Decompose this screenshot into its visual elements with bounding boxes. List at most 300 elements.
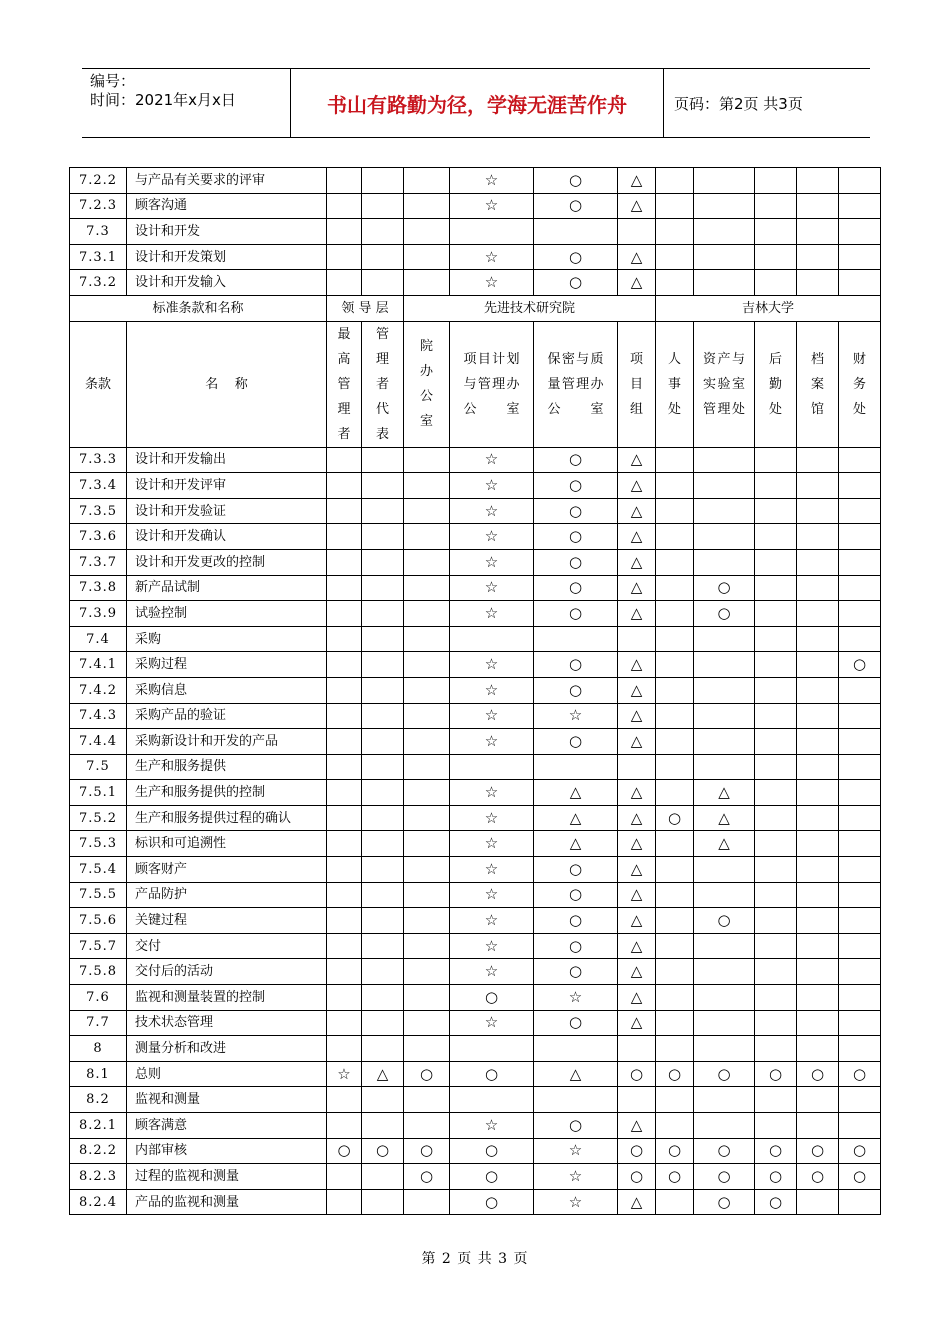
responsibility-mark — [839, 1036, 881, 1062]
responsibility-mark — [362, 1113, 404, 1139]
responsibility-mark: ○ — [534, 168, 618, 194]
clause-name: 监视和测量 — [127, 1087, 327, 1113]
clause-name: 顾客满意 — [127, 1113, 327, 1139]
responsibility-mark — [694, 1010, 755, 1036]
responsibility-mark: ○ — [450, 1189, 534, 1215]
responsibility-mark — [362, 805, 404, 831]
responsibility-mark: ○ — [534, 882, 618, 908]
responsibility-mark — [694, 244, 755, 270]
responsibility-mark — [404, 626, 450, 652]
responsibility-mark: ☆ — [450, 677, 534, 703]
responsibility-mark: △ — [618, 959, 656, 985]
responsibility-mark — [618, 1087, 656, 1113]
responsibility-mark — [327, 549, 362, 575]
responsibility-mark: △ — [618, 1189, 656, 1215]
responsibility-mark — [656, 831, 694, 857]
responsibility-mark — [755, 498, 797, 524]
responsibility-mark — [656, 601, 694, 627]
table-row — [70, 549, 881, 575]
responsibility-mark — [755, 805, 797, 831]
responsibility-mark — [404, 601, 450, 627]
responsibility-mark — [755, 270, 797, 296]
responsibility-mark — [694, 1113, 755, 1139]
clause-code: 7.3.3 — [70, 447, 127, 473]
responsibility-mark — [362, 219, 404, 245]
clause-name: 设计和开发输出 — [127, 447, 327, 473]
responsibility-mark — [839, 447, 881, 473]
responsibility-mark — [694, 754, 755, 780]
responsibility-mark — [755, 447, 797, 473]
responsibility-mark — [839, 626, 881, 652]
responsibility-mark: ○ — [450, 1061, 534, 1087]
table-row — [70, 601, 881, 627]
responsibility-mark — [656, 652, 694, 678]
clause-code: 7.5.6 — [70, 908, 127, 934]
responsibility-mark — [839, 1087, 881, 1113]
responsibility-mark — [362, 729, 404, 755]
responsibility-mark: ○ — [534, 857, 618, 883]
clause-name: 设计和开发评审 — [127, 473, 327, 499]
responsibility-mark — [404, 959, 450, 985]
table-row — [70, 1113, 881, 1139]
responsibility-mark: ○ — [618, 1061, 656, 1087]
responsibility-mark — [450, 626, 534, 652]
clause-code: 7.5.5 — [70, 882, 127, 908]
responsibility-mark: ☆ — [450, 498, 534, 524]
responsibility-mark — [404, 805, 450, 831]
responsibility-mark — [797, 1036, 839, 1062]
responsibility-mark: ☆ — [450, 805, 534, 831]
table-row — [70, 1036, 881, 1062]
responsibility-mark — [362, 1164, 404, 1190]
responsibility-mark: ○ — [404, 1164, 450, 1190]
table-row — [70, 959, 881, 985]
responsibility-mark — [755, 1087, 797, 1113]
responsibility-mark: ○ — [534, 933, 618, 959]
responsibility-mark: ○ — [656, 1138, 694, 1164]
header-meta — [82, 69, 291, 137]
responsibility-mark — [327, 908, 362, 934]
responsibility-mark — [327, 754, 362, 780]
col-header-institute-office: 院办公室 — [404, 321, 450, 447]
responsibility-mark — [450, 1036, 534, 1062]
responsibility-mark — [694, 168, 755, 194]
responsibility-mark: ○ — [534, 575, 618, 601]
header-page-label: 页码：第2页 共3页 — [674, 94, 803, 113]
clause-code: 7.5.3 — [70, 831, 127, 857]
responsibility-mark — [755, 933, 797, 959]
responsibility-mark — [656, 244, 694, 270]
responsibility-mark — [327, 729, 362, 755]
responsibility-mark: ☆ — [534, 1138, 618, 1164]
responsibility-mark — [534, 1036, 618, 1062]
responsibility-mark — [656, 908, 694, 934]
responsibility-mark: △ — [618, 908, 656, 934]
col-header-logistics: 后勤处 — [755, 321, 797, 447]
responsibility-mark: ○ — [839, 652, 881, 678]
responsibility-mark: △ — [618, 805, 656, 831]
responsibility-mark — [694, 193, 755, 219]
responsibility-mark: △ — [618, 575, 656, 601]
responsibility-mark — [797, 1189, 839, 1215]
group-header-row — [70, 295, 881, 321]
responsibility-mark — [327, 857, 362, 883]
responsibility-mark — [839, 805, 881, 831]
responsibility-mark — [755, 831, 797, 857]
responsibility-mark — [327, 168, 362, 194]
responsibility-mark — [450, 1087, 534, 1113]
responsibility-mark — [656, 270, 694, 296]
clause-code: 7.3.1 — [70, 244, 127, 270]
clause-name: 生产和服务提供过程的确认 — [127, 805, 327, 831]
responsibility-mark — [755, 908, 797, 934]
clause-name: 交付 — [127, 933, 327, 959]
responsibility-mark — [694, 549, 755, 575]
responsibility-mark: △ — [618, 652, 656, 678]
responsibility-mark — [327, 933, 362, 959]
responsibility-mark — [755, 754, 797, 780]
responsibility-mark — [694, 1036, 755, 1062]
responsibility-mark — [362, 626, 404, 652]
responsibility-mark — [656, 933, 694, 959]
responsibility-mark: ☆ — [450, 473, 534, 499]
clause-code: 7.3.9 — [70, 601, 127, 627]
clause-name: 设计和开发验证 — [127, 498, 327, 524]
responsibility-mark — [404, 652, 450, 678]
responsibility-mark — [797, 219, 839, 245]
clause-code: 7.4.4 — [70, 729, 127, 755]
responsibility-mark: ○ — [656, 1164, 694, 1190]
responsibility-mark — [362, 524, 404, 550]
responsibility-mark: △ — [618, 933, 656, 959]
responsibility-mark — [362, 270, 404, 296]
responsibility-mark — [797, 703, 839, 729]
responsibility-mark — [404, 1036, 450, 1062]
table-row — [70, 626, 881, 652]
responsibility-mark: ☆ — [450, 1113, 534, 1139]
responsibility-mark — [327, 524, 362, 550]
responsibility-mark — [694, 882, 755, 908]
responsibility-mark — [450, 219, 534, 245]
clause-code: 7.5.2 — [70, 805, 127, 831]
responsibility-mark — [656, 754, 694, 780]
responsibility-mark: ○ — [534, 959, 618, 985]
responsibility-mark — [404, 780, 450, 806]
clause-name: 生产和服务提供的控制 — [127, 780, 327, 806]
responsibility-mark: △ — [618, 168, 656, 194]
responsibility-mark — [404, 857, 450, 883]
responsibility-mark: ○ — [839, 1164, 881, 1190]
responsibility-mark — [362, 601, 404, 627]
responsibility-mark — [839, 933, 881, 959]
responsibility-mark — [839, 1113, 881, 1139]
responsibility-mark: ○ — [618, 1138, 656, 1164]
responsibility-mark: △ — [618, 703, 656, 729]
clause-code: 7.5.1 — [70, 780, 127, 806]
responsibility-mark — [656, 677, 694, 703]
responsibility-mark — [404, 882, 450, 908]
responsibility-mark — [839, 168, 881, 194]
responsibility-mark — [618, 626, 656, 652]
responsibility-mark — [362, 652, 404, 678]
responsibility-mark — [404, 168, 450, 194]
table-row — [70, 1010, 881, 1036]
responsibility-mark — [404, 933, 450, 959]
responsibility-mark — [656, 524, 694, 550]
responsibility-mark — [656, 882, 694, 908]
responsibility-mark — [755, 1036, 797, 1062]
col-header-archives: 档案馆 — [797, 321, 839, 447]
clause-name: 与产品有关要求的评审 — [127, 168, 327, 194]
responsibility-mark — [404, 549, 450, 575]
col-header-project-office: 项目计划与管理办公室 — [450, 321, 534, 447]
responsibility-mark — [797, 575, 839, 601]
responsibility-mark: △ — [534, 1061, 618, 1087]
responsibility-mark — [839, 601, 881, 627]
responsibility-mark — [755, 193, 797, 219]
responsibility-mark — [694, 959, 755, 985]
responsibility-mark — [797, 447, 839, 473]
responsibility-mark — [618, 219, 656, 245]
table-row — [70, 270, 881, 296]
responsibility-mark — [755, 959, 797, 985]
responsibility-mark — [755, 1010, 797, 1036]
clause-name: 设计和开发确认 — [127, 524, 327, 550]
clause-code: 7.6 — [70, 985, 127, 1011]
responsibility-matrix-table — [69, 167, 881, 1215]
responsibility-mark — [327, 1164, 362, 1190]
table-row — [70, 1138, 881, 1164]
table-row — [70, 244, 881, 270]
table-row — [70, 908, 881, 934]
responsibility-mark — [404, 831, 450, 857]
responsibility-mark — [755, 168, 797, 194]
responsibility-mark — [404, 1087, 450, 1113]
responsibility-mark — [797, 780, 839, 806]
responsibility-mark: ○ — [694, 1138, 755, 1164]
responsibility-mark — [362, 908, 404, 934]
responsibility-mark: △ — [618, 447, 656, 473]
responsibility-mark — [618, 1036, 656, 1062]
table-row — [70, 473, 881, 499]
responsibility-mark: ☆ — [534, 1189, 618, 1215]
clause-name: 关键过程 — [127, 908, 327, 934]
clause-name: 顾客财产 — [127, 857, 327, 883]
responsibility-mark — [797, 882, 839, 908]
responsibility-mark — [362, 831, 404, 857]
responsibility-mark — [656, 1113, 694, 1139]
responsibility-mark: ○ — [404, 1138, 450, 1164]
table-row — [70, 933, 881, 959]
responsibility-mark — [797, 244, 839, 270]
responsibility-mark — [404, 1010, 450, 1036]
responsibility-mark — [839, 498, 881, 524]
clause-name: 监视和测量装置的控制 — [127, 985, 327, 1011]
responsibility-mark: ○ — [327, 1138, 362, 1164]
responsibility-mark — [755, 857, 797, 883]
responsibility-mark — [797, 652, 839, 678]
responsibility-mark — [327, 1113, 362, 1139]
clause-code: 7.2.2 — [70, 168, 127, 194]
date-label: 时间：2021年x月x日 — [90, 91, 236, 109]
responsibility-mark: ○ — [694, 1189, 755, 1215]
clause-name: 设计和开发更改的控制 — [127, 549, 327, 575]
responsibility-mark — [755, 549, 797, 575]
responsibility-mark — [797, 857, 839, 883]
responsibility-mark — [694, 677, 755, 703]
responsibility-mark: ○ — [534, 473, 618, 499]
responsibility-mark: ○ — [755, 1061, 797, 1087]
responsibility-mark — [656, 1189, 694, 1215]
responsibility-mark: ○ — [839, 1138, 881, 1164]
clause-name: 设计和开发 — [127, 219, 327, 245]
responsibility-mark — [694, 626, 755, 652]
responsibility-mark: ☆ — [534, 703, 618, 729]
responsibility-mark: ○ — [534, 447, 618, 473]
clause-name: 设计和开发输入 — [127, 270, 327, 296]
responsibility-mark — [327, 498, 362, 524]
table-row — [70, 498, 881, 524]
clause-code: 7.3.2 — [70, 270, 127, 296]
responsibility-mark — [839, 780, 881, 806]
clause-code: 7.3.7 — [70, 549, 127, 575]
responsibility-mark — [797, 193, 839, 219]
responsibility-mark — [755, 729, 797, 755]
responsibility-mark — [656, 168, 694, 194]
responsibility-mark: △ — [362, 1061, 404, 1087]
responsibility-mark — [755, 652, 797, 678]
responsibility-mark — [362, 168, 404, 194]
group-header-university: 吉林大学 — [656, 295, 881, 321]
responsibility-mark: △ — [534, 805, 618, 831]
table-row — [70, 677, 881, 703]
table-row — [70, 1164, 881, 1190]
responsibility-mark: ○ — [534, 729, 618, 755]
responsibility-mark — [327, 1087, 362, 1113]
responsibility-mark — [755, 575, 797, 601]
responsibility-mark — [755, 1113, 797, 1139]
responsibility-mark: ○ — [534, 244, 618, 270]
responsibility-mark: △ — [694, 831, 755, 857]
responsibility-mark — [656, 729, 694, 755]
responsibility-mark — [797, 601, 839, 627]
responsibility-mark — [327, 244, 362, 270]
responsibility-mark — [656, 447, 694, 473]
column-header-row — [70, 321, 881, 447]
responsibility-mark — [797, 549, 839, 575]
responsibility-mark: △ — [618, 1010, 656, 1036]
responsibility-mark — [327, 1036, 362, 1062]
responsibility-mark — [694, 1087, 755, 1113]
responsibility-mark: ○ — [534, 908, 618, 934]
responsibility-mark — [362, 447, 404, 473]
clause-name: 采购过程 — [127, 652, 327, 678]
clause-name: 过程的监视和测量 — [127, 1164, 327, 1190]
responsibility-mark: △ — [618, 729, 656, 755]
responsibility-mark — [797, 933, 839, 959]
responsibility-mark — [404, 270, 450, 296]
responsibility-mark — [755, 219, 797, 245]
responsibility-mark — [755, 626, 797, 652]
responsibility-mark — [694, 270, 755, 296]
responsibility-mark: ☆ — [450, 703, 534, 729]
responsibility-mark — [839, 677, 881, 703]
clause-name: 顾客沟通 — [127, 193, 327, 219]
responsibility-mark: ○ — [797, 1138, 839, 1164]
responsibility-mark — [327, 831, 362, 857]
responsibility-mark — [362, 1087, 404, 1113]
table-row — [70, 857, 881, 883]
responsibility-mark: △ — [618, 473, 656, 499]
responsibility-mark — [362, 857, 404, 883]
clause-code: 7.4 — [70, 626, 127, 652]
responsibility-mark — [327, 882, 362, 908]
clause-code: 7.5 — [70, 754, 127, 780]
clause-code: 7.5.4 — [70, 857, 127, 883]
table-row — [70, 524, 881, 550]
responsibility-mark — [327, 473, 362, 499]
responsibility-mark: ○ — [839, 1061, 881, 1087]
responsibility-mark: ☆ — [450, 933, 534, 959]
responsibility-mark: △ — [618, 549, 656, 575]
responsibility-mark — [327, 985, 362, 1011]
responsibility-mark: ○ — [694, 601, 755, 627]
table-row — [70, 1061, 881, 1087]
responsibility-mark: △ — [618, 985, 656, 1011]
responsibility-mark — [755, 601, 797, 627]
page-header — [82, 68, 870, 138]
responsibility-mark: △ — [618, 677, 656, 703]
responsibility-mark — [755, 882, 797, 908]
responsibility-mark — [362, 193, 404, 219]
responsibility-mark: △ — [534, 831, 618, 857]
responsibility-mark: ○ — [755, 1164, 797, 1190]
responsibility-mark — [656, 575, 694, 601]
responsibility-mark — [404, 219, 450, 245]
responsibility-mark: △ — [618, 244, 656, 270]
responsibility-mark: ○ — [618, 1164, 656, 1190]
clause-name: 采购信息 — [127, 677, 327, 703]
table-row — [70, 652, 881, 678]
responsibility-mark — [362, 985, 404, 1011]
responsibility-mark: △ — [694, 780, 755, 806]
responsibility-mark — [404, 447, 450, 473]
responsibility-mark — [656, 1010, 694, 1036]
responsibility-mark — [362, 473, 404, 499]
responsibility-mark — [327, 601, 362, 627]
clause-name: 测量分析和改进 — [127, 1036, 327, 1062]
clause-code: 7.3.4 — [70, 473, 127, 499]
responsibility-mark — [797, 985, 839, 1011]
responsibility-mark — [327, 270, 362, 296]
responsibility-mark — [327, 959, 362, 985]
clause-code: 7.4.2 — [70, 677, 127, 703]
responsibility-mark: ☆ — [450, 549, 534, 575]
responsibility-mark — [618, 754, 656, 780]
table-row — [70, 575, 881, 601]
responsibility-mark: ○ — [534, 1113, 618, 1139]
responsibility-mark — [797, 473, 839, 499]
responsibility-mark — [656, 985, 694, 1011]
responsibility-mark — [755, 524, 797, 550]
responsibility-mark: ☆ — [450, 908, 534, 934]
responsibility-mark — [327, 219, 362, 245]
responsibility-mark: △ — [694, 805, 755, 831]
responsibility-mark — [656, 1087, 694, 1113]
col-header-project-team: 项目组 — [618, 321, 656, 447]
responsibility-mark: ☆ — [450, 193, 534, 219]
group-header-clause: 标准条款和名称 — [70, 295, 327, 321]
